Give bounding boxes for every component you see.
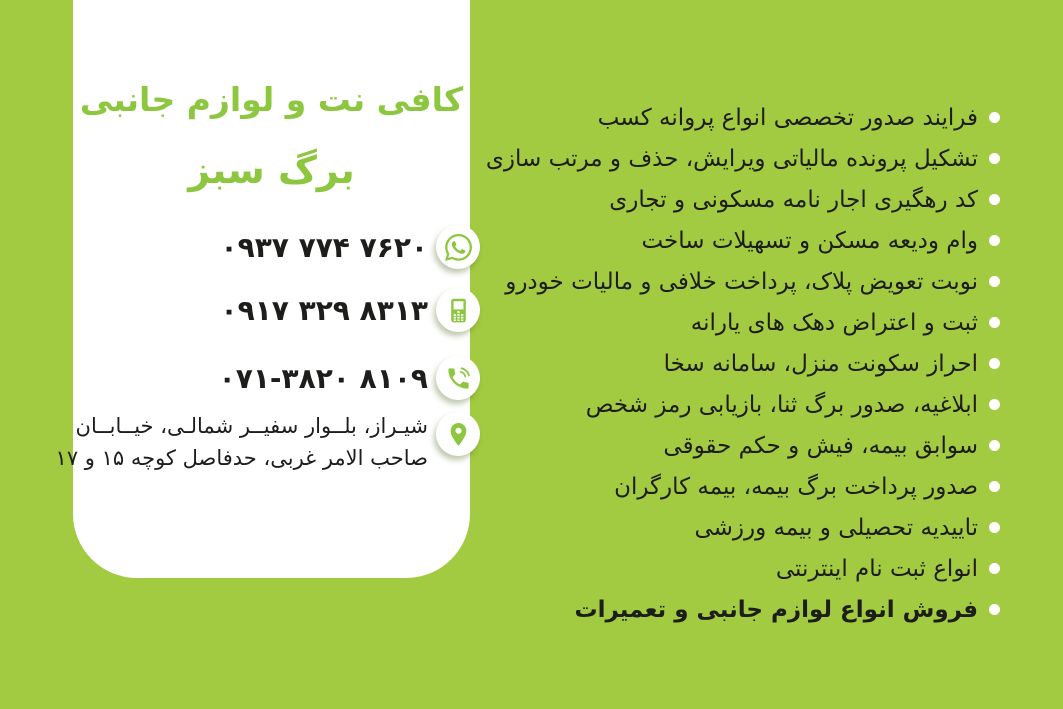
service-item [486, 302, 1000, 343]
contact-row-mobile [221, 288, 480, 332]
services-list [486, 97, 1000, 630]
service-item [486, 220, 1000, 261]
address-row [56, 410, 480, 474]
bullet-dot-icon [989, 276, 1000, 287]
service-item [486, 343, 1000, 384]
service-item [486, 261, 1000, 302]
service-item [486, 548, 1000, 589]
service-label: فرایند صدور تخصصی انواع پروانه کسب [597, 104, 978, 131]
phone-icon [436, 356, 480, 400]
business-title: کافی نت و لوازم جانبی [79, 80, 464, 119]
address-line-2: صاحب الامر غربی، حدفاصل کوچه ۱۵ و ۱۷ [55, 446, 428, 470]
service-label: نوبت تعویض پلاک، پرداخت خلافی و مالیات خودرو [505, 268, 978, 295]
service-label: کد رهگیری اجار نامه مسکونی و تجاری [609, 186, 978, 213]
service-item [486, 384, 1000, 425]
service-label: ابلاغیه، صدور برگ ثنا، بازیابی رمز شخص [585, 391, 978, 418]
service-item [486, 507, 1000, 548]
bullet-dot-icon [989, 358, 1000, 369]
mobile-number: ۰۹۱۷ ۳۲۹ ۸۳۱۳ [220, 293, 428, 327]
bullet-dot-icon [989, 563, 1000, 574]
business-name: برگ سبز [188, 148, 355, 192]
business-card [55, 0, 470, 578]
bullet-dot-icon [989, 481, 1000, 492]
bullet-dot-icon [989, 194, 1000, 205]
service-item [486, 138, 1000, 179]
service-label: احراز سکونت منزل، سامانه سخا [663, 350, 978, 377]
address-text [56, 410, 428, 474]
bullet-dot-icon [989, 235, 1000, 246]
service-label: صدور پرداخت برگ بیمه، بیمه کارگران [614, 473, 978, 500]
service-label: وام ودیعه مسکن و تسهیلات ساخت [641, 227, 978, 254]
service-label: تشکیل پرونده مالیاتی ویرایش، حذف و مرتب سازی [485, 145, 978, 172]
service-item [486, 179, 1000, 220]
landline-number: ۰۷۱-۳۸۲۰ ۸۱۰۹ [218, 361, 428, 395]
service-label: تاییدیه تحصیلی و بیمه ورزشی [694, 514, 978, 541]
service-item [486, 97, 1000, 138]
bullet-dot-icon [989, 399, 1000, 410]
bullet-dot-icon [989, 522, 1000, 533]
service-label: فروش انواع لوازم جانبی و تعمیرات [574, 596, 978, 623]
address-line-1: شیـراز، بلــوار سفیــر شمالـی، خیــابــان [75, 414, 428, 438]
service-item [486, 466, 1000, 507]
location-icon [436, 412, 480, 456]
service-label: انواع ثبت نام اینترنتی [775, 555, 978, 582]
service-item [486, 425, 1000, 466]
contact-row-whatsapp [221, 225, 480, 269]
whatsapp-number: ۰۹۳۷ ۷۷۴ ۷۶۲۰ [220, 230, 428, 264]
whatsapp-icon [436, 225, 480, 269]
bullet-dot-icon [989, 440, 1000, 451]
contact-row-phone [219, 356, 480, 400]
mobile-icon [436, 288, 480, 332]
service-label: ثبت و اعتراض دهک های یارانه [690, 309, 978, 336]
bullet-dot-icon [989, 112, 1000, 123]
service-item [486, 589, 1000, 630]
service-label: سوابق بیمه، فیش و حکم حقوقی [663, 432, 978, 459]
bullet-dot-icon [989, 317, 1000, 328]
bullet-dot-icon [989, 604, 1000, 615]
bullet-dot-icon [989, 153, 1000, 164]
